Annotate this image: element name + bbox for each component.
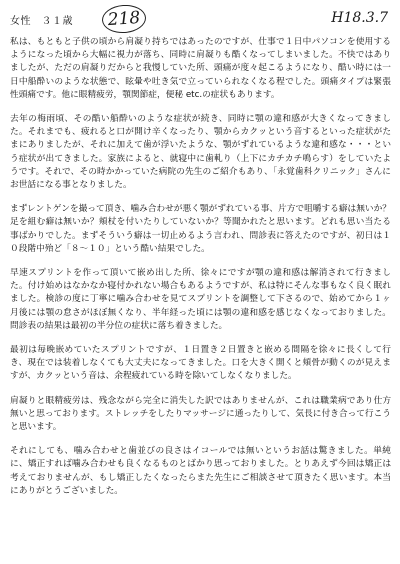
- paragraph-4: 早速スプリントを作って頂いて嵌め出した所、徐々にですが顎の違和感は解消されて行きました。付け始めはなかなか寝付かれない場合もあるようですが、私は特にそんな事もなく良く眠れました。検診の度に丁寧に噛み合わせを見てスプリントを調整して下さるので、始めてから１ヶ月後には顎の怠さがほぼ無くなり、半年経った頃には顎の違和感を感じなくなっておりました。問診表の結果は最初の半分位の症状に落ち着きました。: [10, 268, 391, 331]
- handwritten-date: H18.3.7: [331, 10, 388, 26]
- record-number-circle: 218: [101, 3, 147, 34]
- paragraph-2: 去年の梅雨頃、その酷い船酔いのような症状が続き、同時に顎の違和感が大きくなってきました。それまでも、疲れると口が開け辛くなったり、顎からカクッという音するといった症状がたまにありましたが、それに加えて歯が浮いたような、顎がずれているような違和感な・・・という症状が出てきました。家族によると、就寝中に歯軋り（上下にカチカチ鳴らす）をしていたようです。それで、その時かかっていた病院の先生のご紹介もあり、「永覚歯科クリニック」さんにお世話になる事となりました。: [10, 114, 391, 191]
- paragraph-7: それにしても、噛み合わせと歯並びの良さはイコールでは無いというお話は驚きました。単純に、矯正すれば噛み合わせも良くなるものとばかり思っておりました。とりあえず今回は矯正は考えておりませんが、もし矯正したくなったらまた先生にご相談させて頂きたく思います。本当にありがとうございました。: [10, 446, 391, 496]
- paragraph-3: まずレントゲンを撮って頂き、噛み合わせが悪く顎がずれている事、片方で咀嚼する癖は無いか？足を組む癖は無いか？頬杖を付いたりしていないか？等聞かれたと思います。どれも思い当たる事ばかりでした。まずそういう癖は一切止めるよう言われ、問診表に答えたのですが、初日は１０段階中殆ど「８～１０」という酷い結果でした。: [10, 204, 391, 254]
- paragraph-1: 私は、もともと子供の頃から肩凝り持ちではあったのですが、仕事で１日中パソコンを使用するようになった頃から大幅に視力が落ち、同時に肩凝りも酷くなってしまいました。不快ではありましたが、ただの肩凝りだからと我慢していた所、頭痛が度々起こるようになり、酷い時には一日中船酔いのような状態で、眩暈や吐き気で立っていられなくなる程でした。頭痛タイプは緊張性頭痛です。他に眼精疲労，顎関節症，便秘 etc.の症状もあります。: [10, 37, 391, 100]
- letter-body: [10, 36, 391, 509]
- patient-info: 女性 ３１歳: [10, 16, 73, 27]
- paragraph-6: 肩凝りと眼精疲労は、残念ながら完全に消失した訳ではありませんが、これは職業病であり仕方無いと思っております。ストレッチをしたりマッサージに通ったりして、気長に付き合って行こうと思います。: [10, 395, 392, 433]
- header: [10, 4, 390, 34]
- paragraph-5: 最初は毎晩嵌めていたスプリントですが、１日置き２日置きと嵌める間隔を徐々に長くして行き、現在では装着しなくても大丈夫になってきました。口を大きく開くと頬骨が動くのが見えますが、カクッという音は、余程疲れている時を除いてしなくなりました。: [10, 345, 391, 382]
